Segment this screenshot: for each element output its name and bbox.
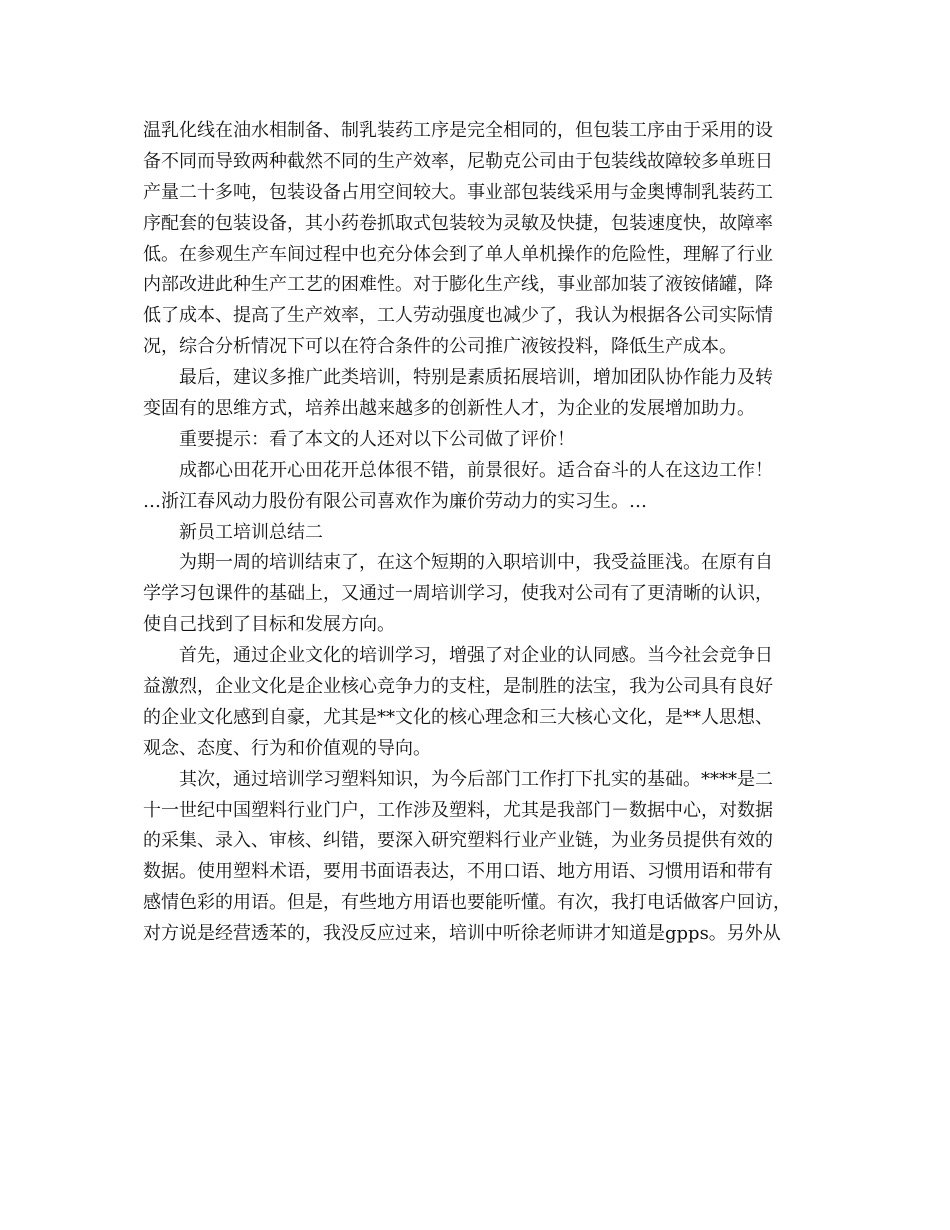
text-line: 低了成本、提高了生产效率，工人劳动强度也减少了，我认为根据各公司实际情 [143,305,773,327]
text-line: 对方说是经营透苯的，我没反应过来，培训中听徐老师讲才知道是gpps。另外从 [143,923,781,945]
text-line: 备不同而导致两种截然不同的生产效率，尼勒克公司由于包装线故障较多单班日 [143,150,773,172]
text-line: 感情色彩的用语。但是，有些地方用语也要能听懂。有次，我打电话做客户回访， [143,892,791,914]
text-line: 益激烈，企业文化是企业核心竞争力的支柱，是制胜的法宝，我为公司具有良好 [143,676,773,698]
text-line: 数据。使用塑料术语，要用书面语表达，不用口语、地方用语、习惯用语和带有 [143,861,773,883]
text-line: 的采集、录入、审核、纠错，要深入研究塑料行业产业链，为业务员提供有效的 [143,830,773,852]
text-line: 观念、态度、行为和价值观的导向。 [143,737,431,759]
paragraph-start-line: 最后，建议多推广此类培训，特别是素质拓展培训，增加团队协作能力及转 [179,367,773,389]
text-line: 温乳化线在油水相制备、制乳装药工序是完全相同的，但包装工序由于采用的设 [143,120,773,141]
text-line: 变固有的思维方式，培养出越来越多的创新性人才，为企业的发展增加助力。 [143,398,755,420]
text-line: 序配套的包装设备，其小药卷抓取式包装较为灵敏及快捷，包装速度快，故障率 [143,212,773,234]
text-line: 的企业文化感到自豪，尤其是**文化的核心理念和三大核心文化，是**人思想、 [143,706,773,728]
text-line: 况，综合分析情况下可以在符合条件的公司推广液铵投料，降低生产成本。 [143,336,737,358]
text-line: 学学习包课件的基础上，又通过一周培训学习，使我对公司有了更清晰的认识， [143,583,773,605]
review-line: …浙江春风动力股份有限公司喜欢作为廉价劳动力的实习生。… [143,490,647,512]
document-body [143,116,803,950]
section-heading: 新员工培训总结二 [179,521,323,543]
text-line: 使自己找到了目标和发展方向。 [143,614,395,636]
notice-line: 重要提示：看了本文的人还对以下公司做了评价！ [179,428,575,450]
text-line: 产量二十多吨，包装设备占用空间较大。事业部包装线采用与金奥博制乳装药工 [143,181,773,203]
text-line: 内部改进此种生产工艺的困难性。对于膨化生产线，事业部加装了液铵储罐，降 [143,274,773,296]
paragraph-start-line: 其次，通过培训学习塑料知识，为今后部门工作打下扎实的基础。****是二 [179,768,773,790]
text-line: 低。在参观生产车间过程中也充分体会到了单人单机操作的危险性，理解了行业 [143,243,773,265]
paragraph-start-line: 为期一周的培训结束了，在这个短期的入职培训中，我受益匪浅。在原有自 [179,552,773,574]
review-line: 成都心田花开心田花开总体很不错，前景很好。适合奋斗的人在这边工作！ [179,459,773,481]
paragraph-start-line: 首先，通过企业文化的培训学习，增强了对企业的认同感。当今社会竞争日 [179,645,773,667]
text-line: 十一世纪中国塑料行业门户，工作涉及塑料，尤其是我部门－数据中心，对数据 [143,799,773,821]
